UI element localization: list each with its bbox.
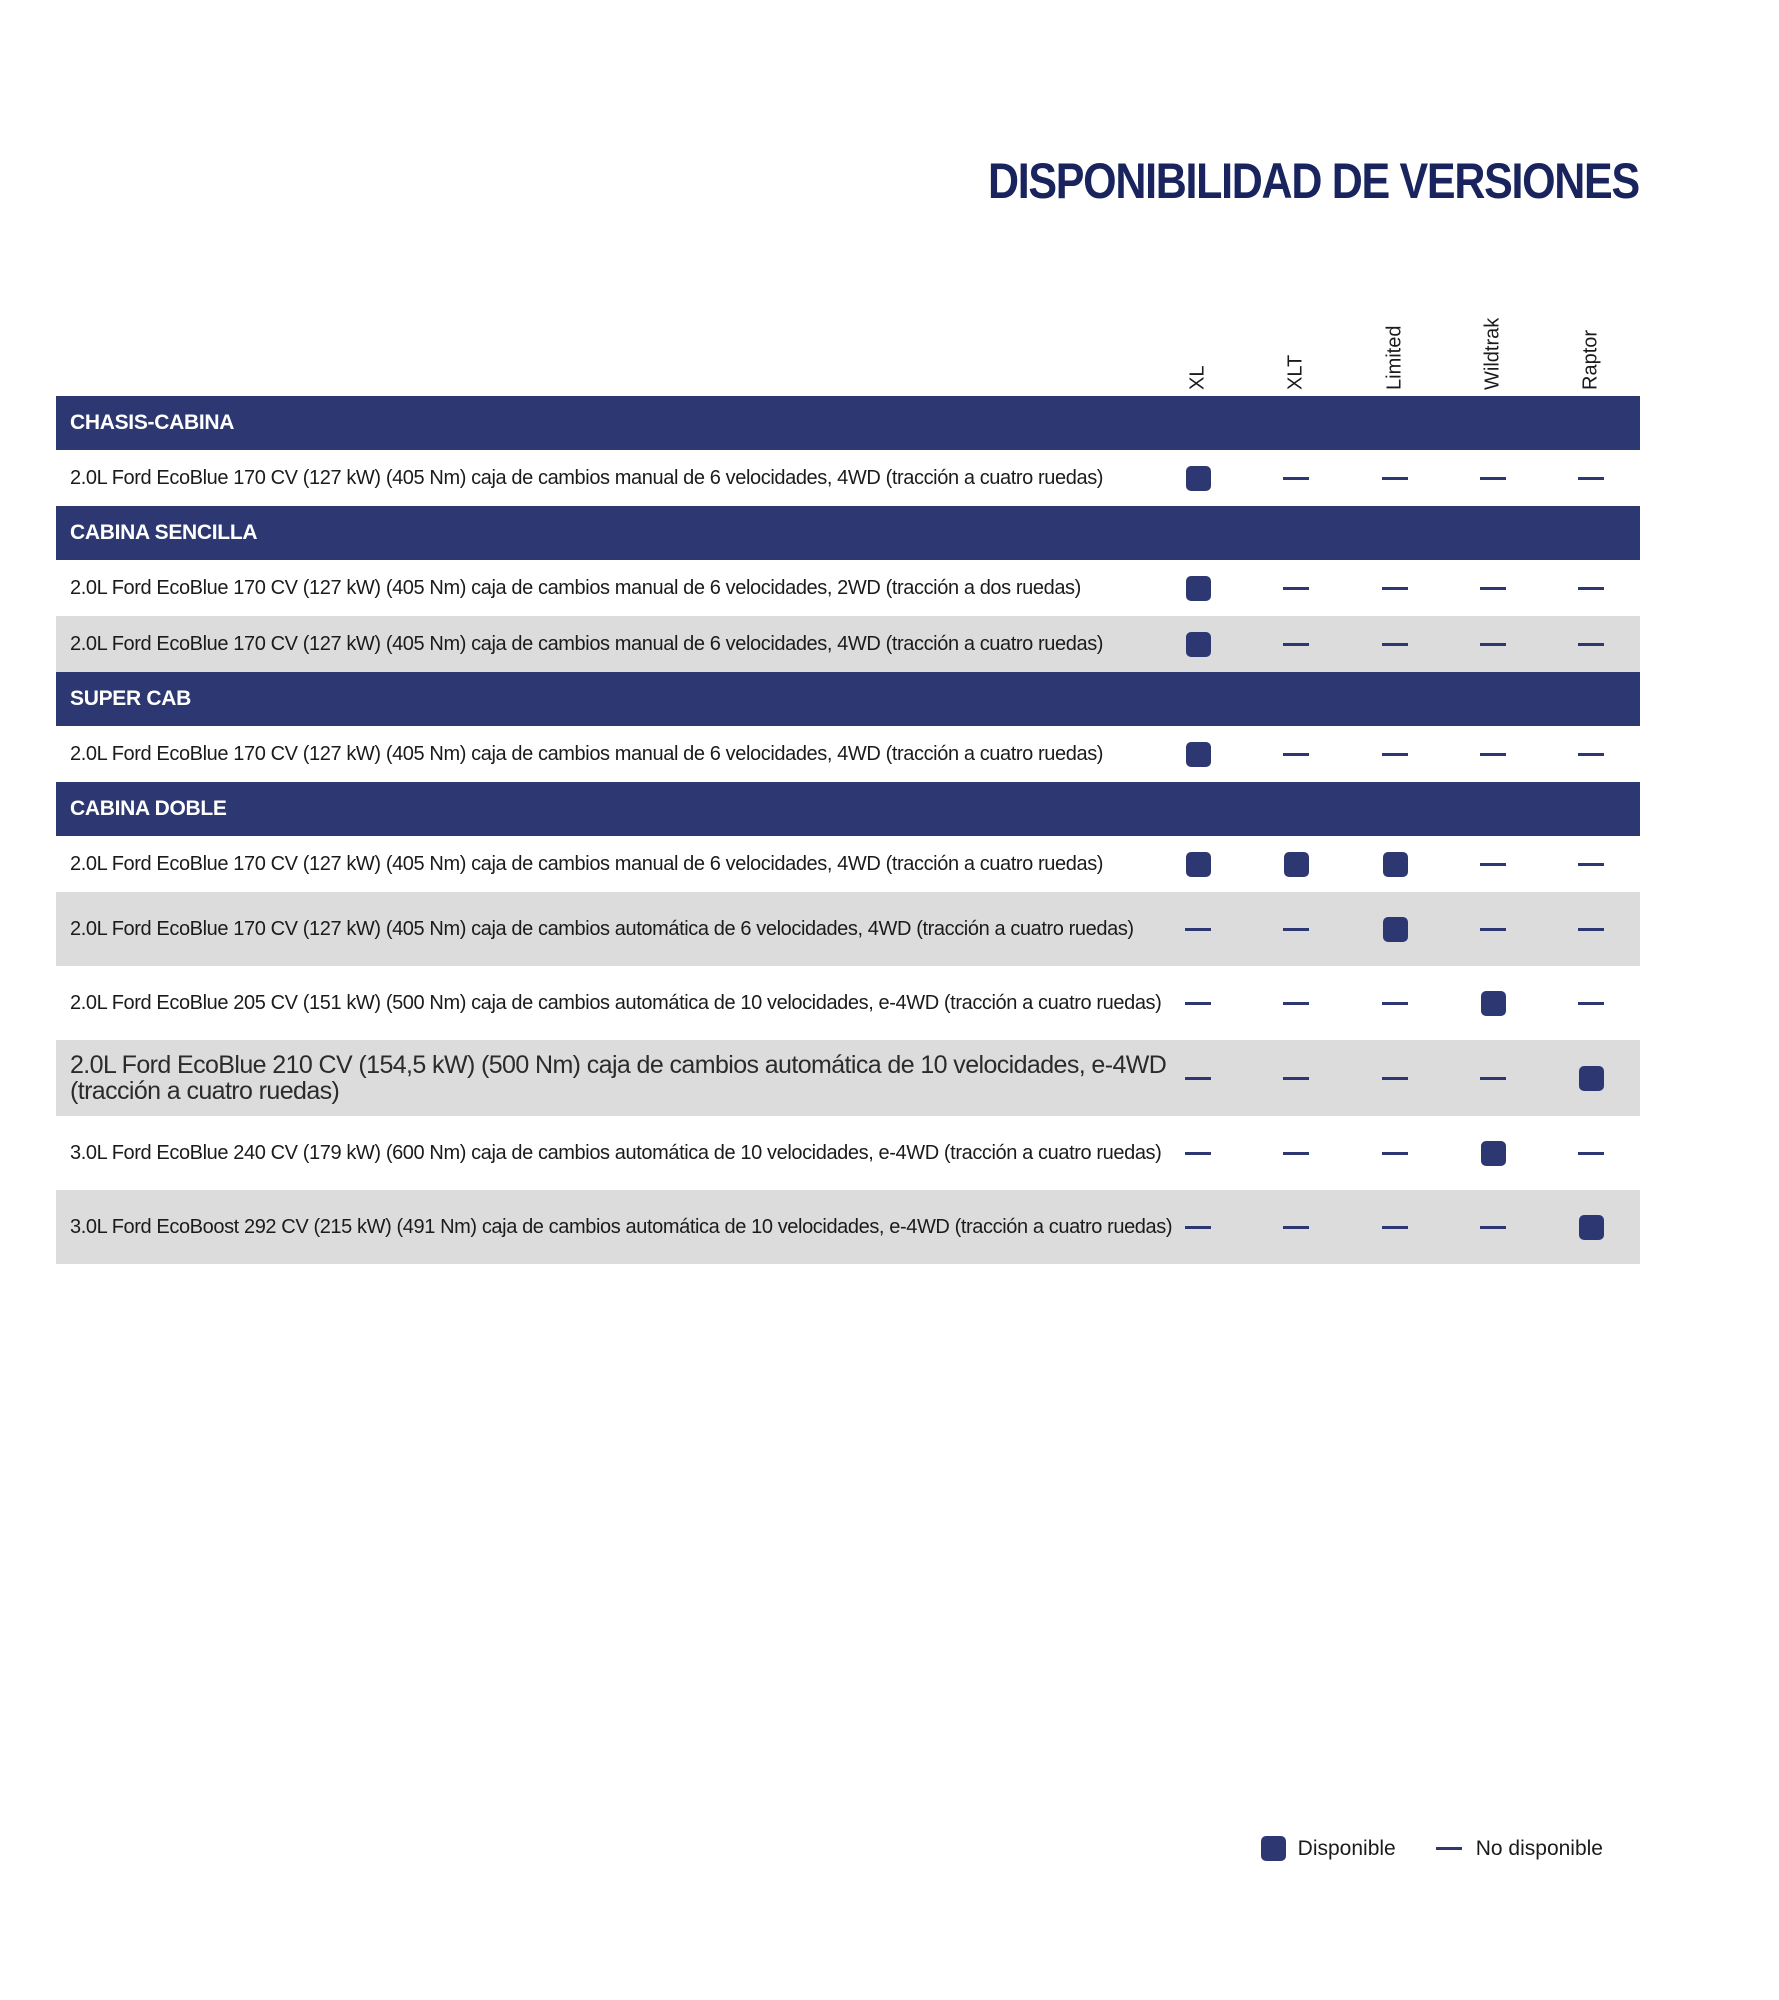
available-marker-icon: [1186, 466, 1211, 491]
column-header-label: Raptor: [1579, 329, 1602, 390]
column-header-xl: [1178, 300, 1218, 390]
unavailable-marker-icon: [1283, 477, 1309, 480]
unavailable-marker-icon: [1480, 587, 1506, 590]
unavailable-marker-icon: [1578, 1002, 1604, 1005]
availability-cell-limited: [1375, 458, 1415, 498]
availability-cell-xlt: [1276, 458, 1316, 498]
availability-cell-limited: [1375, 844, 1415, 884]
table-row: [56, 892, 1640, 966]
availability-cell-wildtrak: [1473, 458, 1513, 498]
unavailable-marker-icon: [1185, 1152, 1211, 1155]
table-row: [56, 836, 1640, 892]
unavailable-marker-icon: [1283, 1077, 1309, 1080]
unavailable-marker-icon: [1480, 753, 1506, 756]
unavailable-marker-icon: [1283, 643, 1309, 646]
available-marker-icon: [1186, 576, 1211, 601]
unavailable-marker-icon: [1185, 1226, 1211, 1229]
unavailable-marker-icon: [1436, 1847, 1462, 1850]
unavailable-marker-icon: [1480, 1077, 1506, 1080]
table-row: [56, 616, 1640, 672]
unavailable-marker-icon: [1283, 1002, 1309, 1005]
availability-table: [56, 396, 1640, 1264]
availability-cell-xlt: [1276, 909, 1316, 949]
unavailable-marker-icon: [1283, 1226, 1309, 1229]
availability-cell-xl: [1178, 844, 1218, 884]
table-row: [56, 1190, 1640, 1264]
availability-cell-wildtrak: [1473, 909, 1513, 949]
unavailable-marker-icon: [1480, 928, 1506, 931]
availability-cell-xl: [1178, 568, 1218, 608]
unavailable-marker-icon: [1578, 928, 1604, 931]
availability-cell-raptor: [1571, 458, 1611, 498]
availability-cell-xlt: [1276, 983, 1316, 1023]
availability-cell-raptor: [1571, 1058, 1611, 1098]
availability-cell-raptor: [1571, 1207, 1611, 1247]
unavailable-marker-icon: [1480, 643, 1506, 646]
table-row: [56, 966, 1640, 1040]
unavailable-marker-icon: [1480, 1226, 1506, 1229]
available-marker-icon: [1481, 1141, 1506, 1166]
unavailable-marker-icon: [1283, 928, 1309, 931]
unavailable-marker-icon: [1382, 753, 1408, 756]
availability-cell-wildtrak: [1473, 1058, 1513, 1098]
unavailable-marker-icon: [1382, 477, 1408, 480]
unavailable-marker-icon: [1578, 863, 1604, 866]
column-header-label: Wildtrak: [1481, 317, 1504, 390]
table-row: [56, 1040, 1640, 1116]
availability-cell-limited: [1375, 983, 1415, 1023]
unavailable-marker-icon: [1382, 643, 1408, 646]
availability-cell-xlt: [1276, 1058, 1316, 1098]
availability-cell-xl: [1178, 458, 1218, 498]
unavailable-marker-icon: [1382, 1226, 1408, 1229]
column-header-xlt: [1276, 300, 1316, 390]
availability-cell-wildtrak: [1473, 844, 1513, 884]
unavailable-marker-icon: [1578, 587, 1604, 590]
available-marker-icon: [1261, 1836, 1286, 1861]
column-header-label: XL: [1186, 365, 1209, 390]
availability-cell-limited: [1375, 568, 1415, 608]
availability-cell-limited: [1375, 1133, 1415, 1173]
availability-cell-xlt: [1276, 568, 1316, 608]
row-label: 2.0L Ford EcoBlue 170 CV (127 kW) (405 Nm) caja de cambios manual de 6 velocidades, 4WD (tracción a cuatro ruedas): [70, 633, 1104, 655]
availability-cell-xl: [1178, 624, 1218, 664]
section-header: CABINA DOBLE: [56, 782, 1640, 836]
unavailable-marker-icon: [1185, 1002, 1211, 1005]
row-label: 3.0L Ford EcoBlue 240 CV (179 kW) (600 Nm) caja de cambios automática de 10 velocidades, e-4WD (tracción a cuatro ruedas): [70, 1142, 1162, 1164]
unavailable-marker-icon: [1283, 753, 1309, 756]
available-marker-icon: [1186, 852, 1211, 877]
availability-cell-limited: [1375, 1207, 1415, 1247]
unavailable-marker-icon: [1382, 1152, 1408, 1155]
availability-cell-wildtrak: [1473, 624, 1513, 664]
row-label: 2.0L Ford EcoBlue 170 CV (127 kW) (405 Nm) caja de cambios manual de 6 velocidades, 4WD (tracción a cuatro ruedas): [70, 743, 1104, 765]
available-marker-icon: [1481, 991, 1506, 1016]
column-header-raptor: [1571, 300, 1611, 390]
available-marker-icon: [1186, 742, 1211, 767]
row-label: 2.0L Ford EcoBlue 205 CV (151 kW) (500 Nm) caja de cambios automática de 10 velocidades, e-4WD (tracción a cuatro ruedas): [70, 992, 1162, 1014]
available-marker-icon: [1579, 1215, 1604, 1240]
available-marker-icon: [1284, 852, 1309, 877]
availability-cell-xl: [1178, 909, 1218, 949]
unavailable-marker-icon: [1185, 928, 1211, 931]
availability-cell-xlt: [1276, 734, 1316, 774]
column-header-wildtrak: [1473, 300, 1513, 390]
availability-cell-limited: [1375, 1058, 1415, 1098]
availability-cell-limited: [1375, 909, 1415, 949]
available-marker-icon: [1579, 1066, 1604, 1091]
availability-cell-wildtrak: [1473, 983, 1513, 1023]
available-marker-icon: [1186, 632, 1211, 657]
section-header: CHASIS-CABINA: [56, 396, 1640, 450]
availability-cell-wildtrak: [1473, 568, 1513, 608]
unavailable-marker-icon: [1578, 643, 1604, 646]
availability-cell-xl: [1178, 734, 1218, 774]
availability-cell-raptor: [1571, 909, 1611, 949]
row-label: 3.0L Ford EcoBoost 292 CV (215 kW) (491 Nm) caja de cambios automática de 10 velocidades, e-4WD (tracción a cuatro ruedas): [70, 1216, 1173, 1238]
row-label: 2.0L Ford EcoBlue 210 CV (154,5 kW) (500 Nm) caja de cambios automática de 10 velocidades, e-4WD (tracción a cuatro ruedas): [70, 1051, 1167, 1105]
column-header-label: Limited: [1383, 325, 1406, 390]
section-header: CABINA SENCILLA: [56, 506, 1640, 560]
availability-cell-xlt: [1276, 1207, 1316, 1247]
column-headers: [0, 300, 1779, 390]
availability-cell-xl: [1178, 1133, 1218, 1173]
availability-cell-raptor: [1571, 983, 1611, 1023]
unavailable-marker-icon: [1382, 1002, 1408, 1005]
unavailable-marker-icon: [1578, 477, 1604, 480]
availability-cell-limited: [1375, 624, 1415, 664]
availability-cell-xlt: [1276, 624, 1316, 664]
table-row: [56, 1116, 1640, 1190]
table-row: [56, 726, 1640, 782]
unavailable-marker-icon: [1578, 1152, 1604, 1155]
availability-cell-raptor: [1571, 734, 1611, 774]
row-label: 2.0L Ford EcoBlue 170 CV (127 kW) (405 Nm) caja de cambios automática de 6 velocidades, 4WD (tracción a cuatro ruedas): [70, 918, 1134, 940]
unavailable-marker-icon: [1480, 863, 1506, 866]
unavailable-marker-icon: [1283, 1152, 1309, 1155]
column-header-limited: [1375, 300, 1415, 390]
available-marker-icon: [1383, 852, 1408, 877]
availability-cell-raptor: [1571, 1133, 1611, 1173]
availability-cell-raptor: [1571, 568, 1611, 608]
legend-unavailable: No disponible: [1475, 1836, 1603, 1860]
unavailable-marker-icon: [1382, 587, 1408, 590]
availability-cell-raptor: [1571, 624, 1611, 664]
availability-cell-xl: [1178, 1058, 1218, 1098]
page-title: DISPONIBILIDAD DE VERSIONES: [988, 153, 1639, 209]
availability-cell-limited: [1375, 734, 1415, 774]
unavailable-marker-icon: [1283, 587, 1309, 590]
availability-cell-xl: [1178, 1207, 1218, 1247]
legend-available: Disponible: [1297, 1836, 1396, 1860]
availability-cell-raptor: [1571, 844, 1611, 884]
unavailable-marker-icon: [1382, 1077, 1408, 1080]
legend: [1261, 1836, 1603, 1861]
row-label: 2.0L Ford EcoBlue 170 CV (127 kW) (405 Nm) caja de cambios manual de 6 velocidades, 2WD (tracción a dos ruedas): [70, 577, 1081, 599]
availability-cell-xl: [1178, 983, 1218, 1023]
unavailable-marker-icon: [1578, 753, 1604, 756]
unavailable-marker-icon: [1185, 1077, 1211, 1080]
column-header-label: XLT: [1284, 354, 1307, 390]
availability-cell-wildtrak: [1473, 734, 1513, 774]
unavailable-marker-icon: [1480, 477, 1506, 480]
availability-cell-wildtrak: [1473, 1133, 1513, 1173]
availability-cell-xlt: [1276, 1133, 1316, 1173]
row-label: 2.0L Ford EcoBlue 170 CV (127 kW) (405 Nm) caja de cambios manual de 6 velocidades, 4WD (tracción a cuatro ruedas): [70, 467, 1104, 489]
section-header: SUPER CAB: [56, 672, 1640, 726]
available-marker-icon: [1383, 917, 1408, 942]
availability-cell-xlt: [1276, 844, 1316, 884]
row-label: 2.0L Ford EcoBlue 170 CV (127 kW) (405 Nm) caja de cambios manual de 6 velocidades, 4WD (tracción a cuatro ruedas): [70, 853, 1104, 875]
table-row: [56, 450, 1640, 506]
table-row: [56, 560, 1640, 616]
availability-cell-wildtrak: [1473, 1207, 1513, 1247]
